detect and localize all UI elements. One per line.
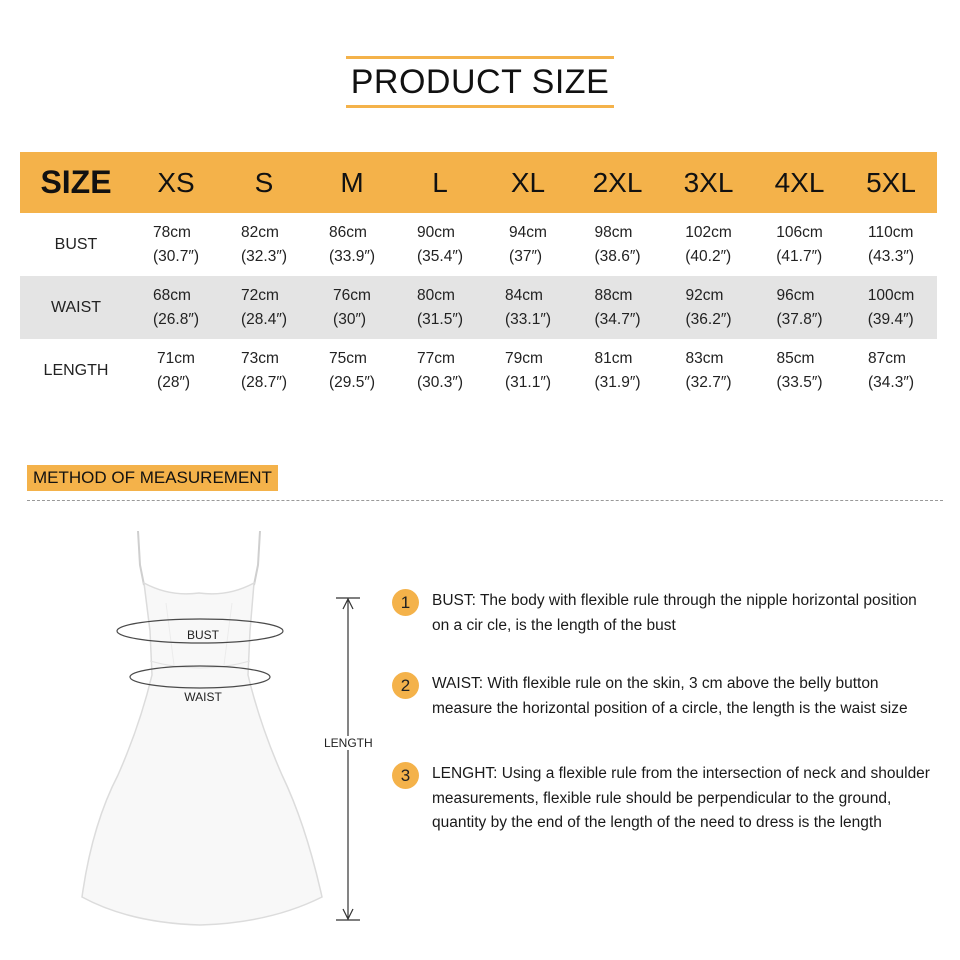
inch-value: (32.3″) [241,247,287,265]
left-strap [138,531,144,585]
inch-value: (26.8″) [153,310,199,328]
cm-value: 110cm [868,223,914,241]
inch-value: (39.4″) [867,310,914,328]
inch-value: (31.9″) [594,373,641,391]
size-cell [663,276,754,339]
length-diagram-label: LENGTH [324,736,373,750]
title-block [346,56,614,108]
right-strap [254,531,260,585]
method-section-label: METHOD OF MEASUREMENT [27,465,278,491]
size-cell [484,339,572,402]
cm-value: 68cm [153,286,191,304]
size-cell [663,339,754,402]
cm-value: 102cm [685,223,732,241]
page-title: PRODUCT SIZE [350,63,610,101]
cm-value: 85cm [776,349,815,367]
size-chart-table [20,152,937,402]
cm-value: 79cm [505,349,543,367]
cm-value: 96cm [776,286,815,304]
size-cell [572,339,663,402]
size-cell [132,339,220,402]
cm-value: 75cm [329,349,367,367]
inch-value: (37″) [509,247,543,265]
cm-value: 72cm [241,286,279,304]
size-header-label: SIZE [20,152,132,213]
size-cell [308,213,396,276]
cm-value: 87cm [868,349,906,367]
inch-value: (28.7″) [241,373,287,391]
step-number-badge: 1 [392,589,419,616]
size-cell [396,339,484,402]
size-header-cell: S [220,152,308,213]
inch-value: (38.6″) [594,247,641,265]
step-number-badge: 3 [392,762,419,789]
size-cell [308,339,396,402]
size-header-row [20,152,937,213]
size-cell [396,276,484,339]
cm-value: 73cm [241,349,279,367]
cm-value: 106cm [776,223,823,241]
dress-illustration [70,525,340,935]
size-cell [845,276,937,339]
inch-value: (28.4″) [241,310,287,328]
cm-value: 88cm [594,286,633,304]
size-cell [132,213,220,276]
inch-value: (30″) [333,310,367,328]
size-header-cell: 5XL [845,152,937,213]
inch-value: (34.7″) [594,310,641,328]
inch-value: (31.1″) [505,373,551,391]
inch-value: (28″) [157,373,191,391]
section-divider [27,500,943,501]
cm-value: 84cm [505,286,543,304]
cm-value: 77cm [417,349,455,367]
cm-value: 71cm [157,349,195,367]
size-cell [845,213,937,276]
inch-value: (43.3″) [868,247,914,265]
cm-value: 98cm [594,223,633,241]
waist-diagram-label: WAIST [184,690,222,704]
cm-value: 76cm [333,286,371,304]
size-cell [572,213,663,276]
size-header-cell: 3XL [663,152,754,213]
measure-description: LENGHT: Using a flexible rule from the intersection of neck and shoulder measurements, flexible rule should be perpendicular to the ground, quantity by the end of the length of the need to dress is the length [432,765,930,831]
inch-value: (29.5″) [329,373,375,391]
size-cell [663,213,754,276]
cm-value: 100cm [867,286,915,304]
size-cell [484,276,572,339]
step-number-badge: 2 [392,672,419,699]
cm-value: 78cm [153,223,191,241]
inch-value: (33.9″) [329,247,375,265]
inch-value: (33.1″) [505,310,551,328]
size-row-length [20,339,937,402]
cm-value: 86cm [329,223,367,241]
size-cell [132,276,220,339]
cm-value: 80cm [417,286,455,304]
size-header-cell: 2XL [572,152,663,213]
row-label: LENGTH [43,361,109,379]
row-label: BUST [54,235,98,253]
inch-value: (37.8″) [776,310,823,328]
size-cell [572,276,663,339]
inch-value: (33.5″) [776,373,823,391]
row-label: WAIST [20,276,132,339]
size-row-waist [20,276,937,339]
inch-value: (32.7″) [685,373,732,391]
size-cell [220,213,308,276]
size-header-cell: L [396,152,484,213]
cm-value: 92cm [685,286,724,304]
measure-description: WAIST: With flexible rule on the skin, 3 cm above the belly button measure the horizontal position of a circle, the length is the waist size [432,675,908,717]
size-header-cell: XL [484,152,572,213]
inch-value: (36.2″) [685,310,732,328]
inch-value: (31.5″) [417,310,463,328]
inch-value: (30.7″) [153,247,199,265]
inch-value: (34.3″) [868,373,914,391]
size-cell [484,213,572,276]
size-header-cell: XS [132,152,220,213]
bust-diagram-label: BUST [186,628,219,642]
size-cell [754,213,845,276]
size-cell [396,213,484,276]
inch-value: (40.2″) [685,247,732,265]
size-cell [754,276,845,339]
size-row-bust [20,213,937,276]
size-cell [845,339,937,402]
inch-value: (30.3″) [417,373,463,391]
size-header-cell: M [308,152,396,213]
size-header-cell: 4XL [754,152,845,213]
inch-value: (41.7″) [776,247,823,265]
title-rule-top [346,56,614,59]
measure-description: BUST: The body with flexible rule through the nipple horizontal position on a cir cle, is the length of the bust [432,592,917,634]
size-cell [754,339,845,402]
size-cell [308,276,396,339]
cm-value: 81cm [594,349,633,367]
size-cell [220,276,308,339]
inch-value: (35.4″) [417,247,463,265]
cm-value: 82cm [241,223,279,241]
cm-value: 83cm [685,349,724,367]
cm-value: 94cm [509,223,547,241]
size-cell [220,339,308,402]
length-arrow [330,596,366,922]
cm-value: 90cm [417,223,455,241]
title-rule-bottom [346,105,614,108]
